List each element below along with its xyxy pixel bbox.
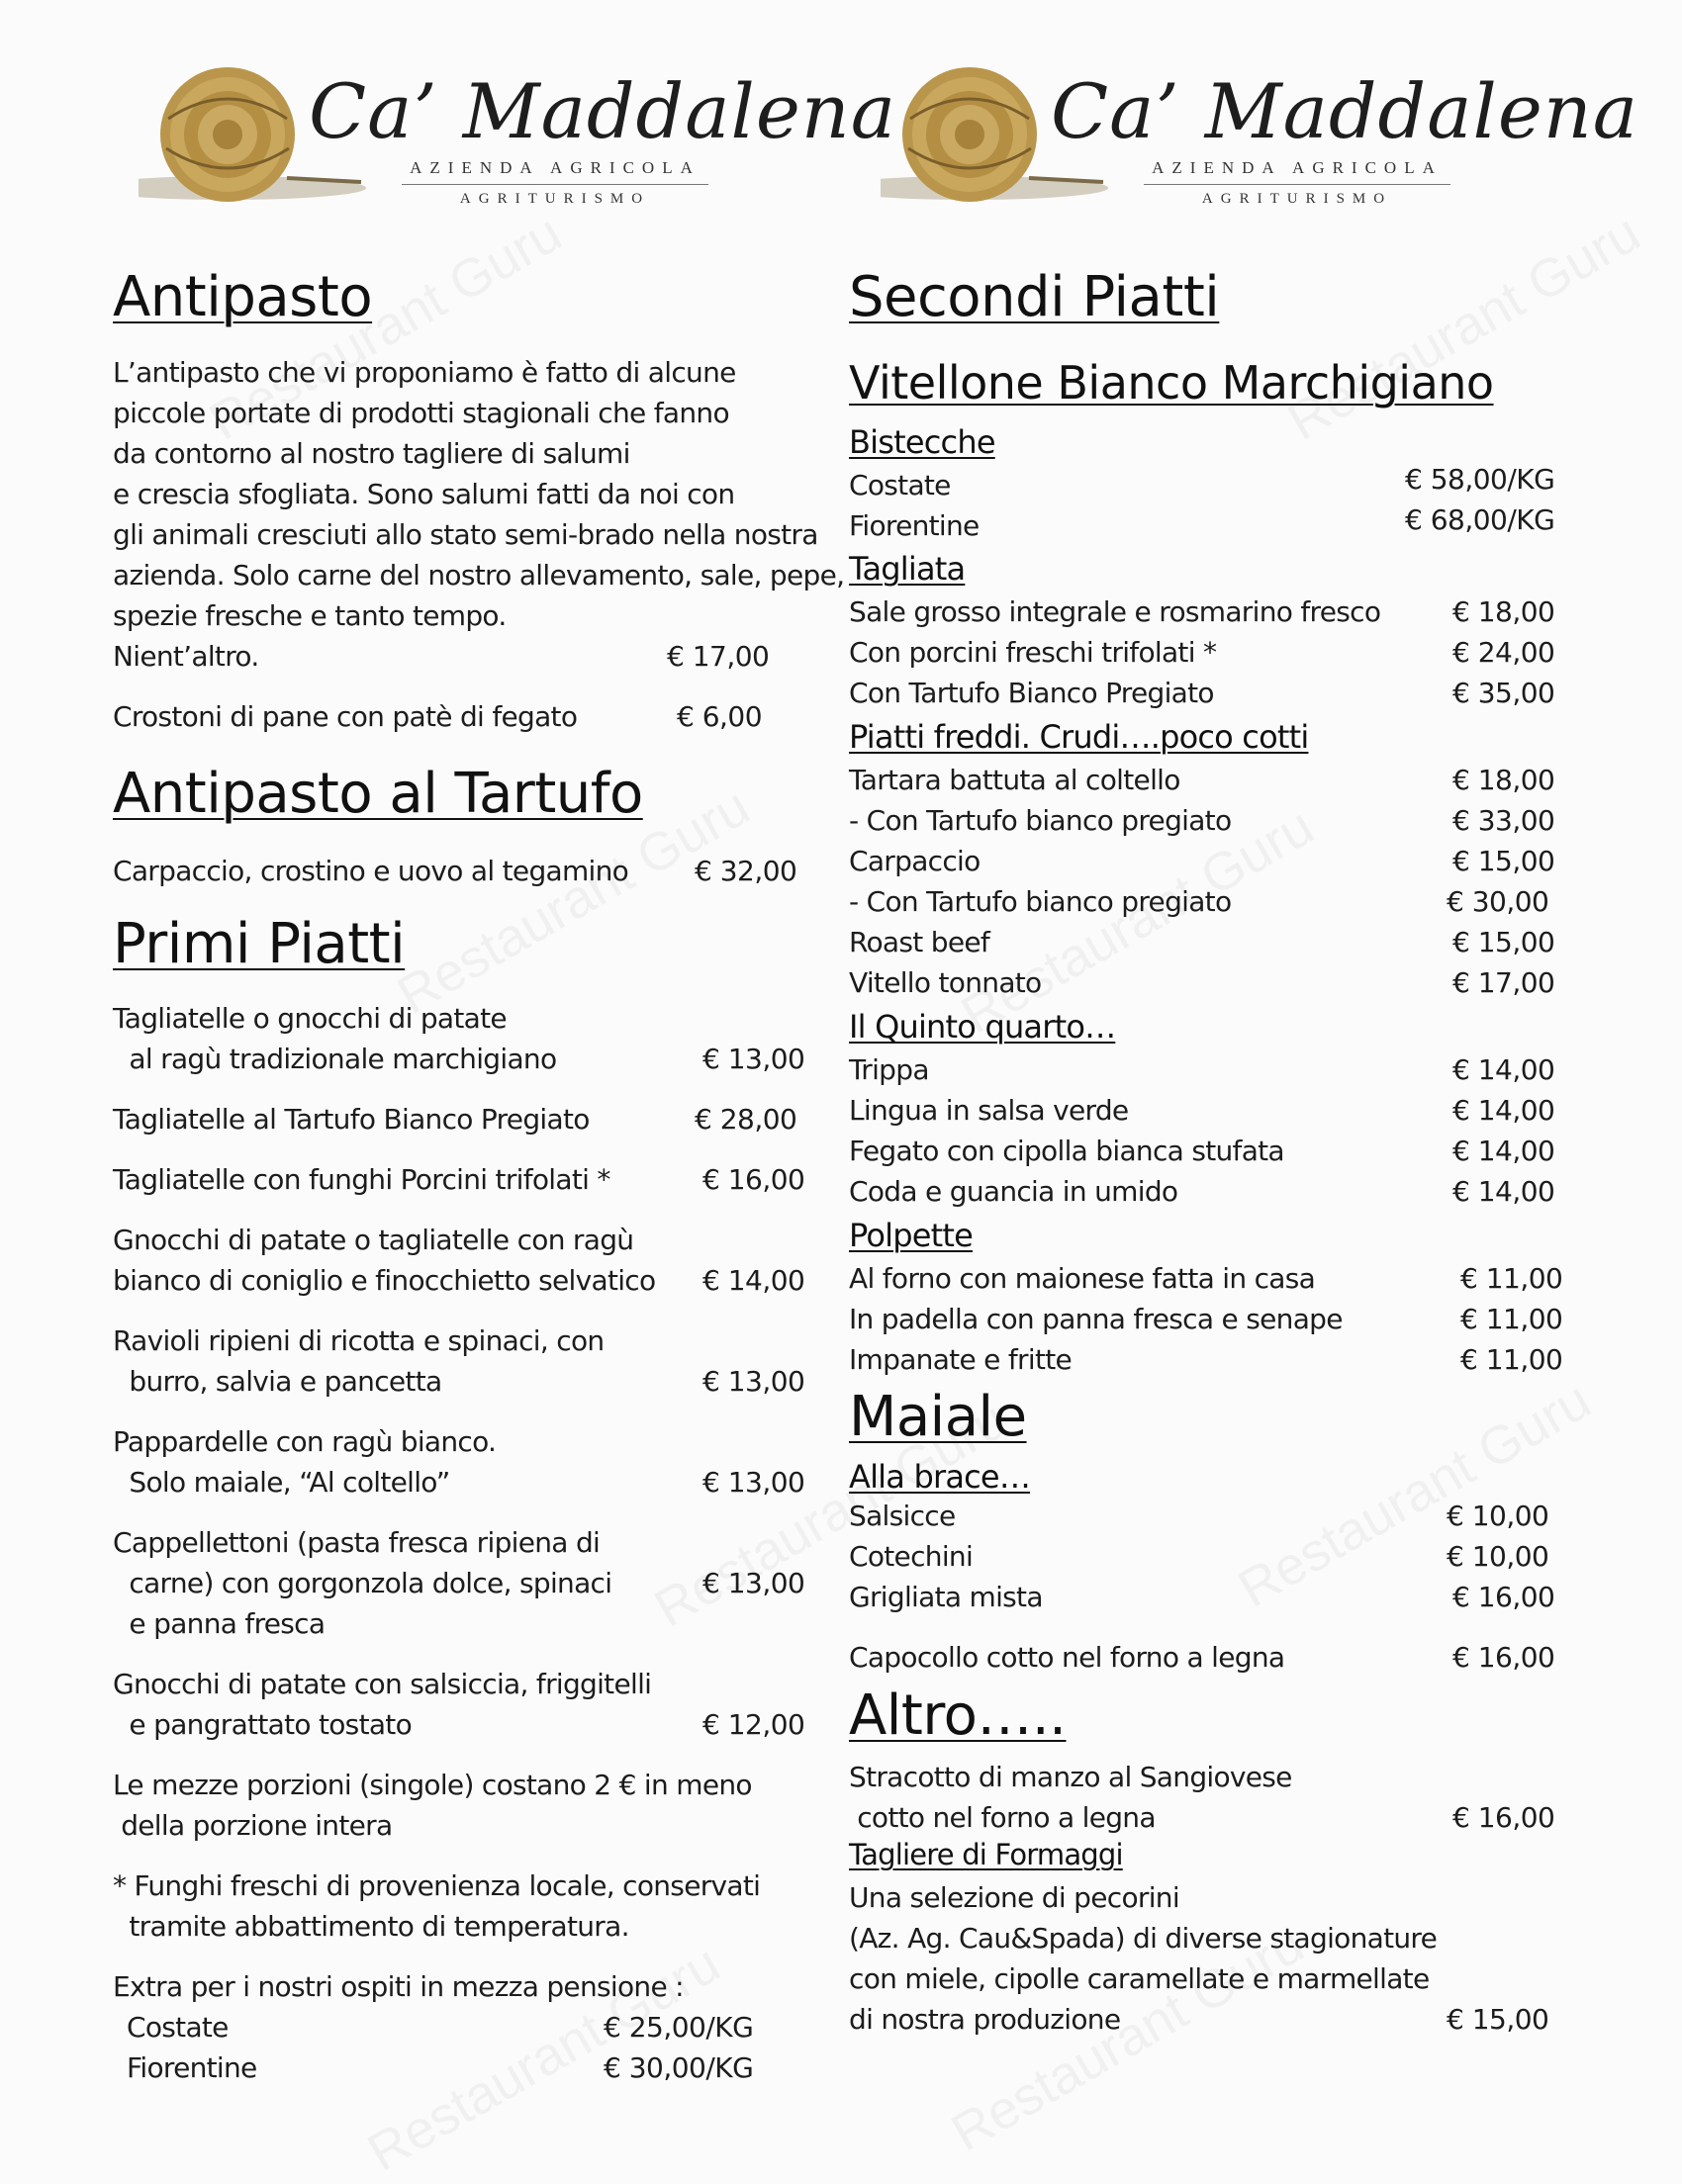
section-title-altro: Altro….. (849, 1684, 1067, 1748)
category-title-quinto-quarto: Il Quinto quarto… (849, 1008, 1116, 1046)
item-name: Con Tartufo Bianco Pregiato (849, 677, 1214, 709)
category-title-formaggi: Tagliere di Formaggi (849, 1838, 1123, 1871)
item-line: Tagliatelle al Tartufo Bianco Pregiato (113, 1103, 590, 1136)
item-name: Crostoni di pane con patè di fegato (113, 700, 578, 733)
category-title-alla-brace: Alla brace… (849, 1458, 1031, 1496)
item-price: € 11,00 (1460, 1262, 1563, 1295)
item-line: Gnocchi di patate o tagliatelle con ragù (113, 1224, 634, 1256)
item-name: In padella con panna fresca e senape (849, 1303, 1343, 1335)
item-price: € 14,00 (1452, 1135, 1555, 1167)
item-name: Fiorentine (127, 2051, 257, 2084)
brand-name: Ca’ Maddalena (309, 67, 897, 155)
item-line: Pappardelle con ragù bianco. (113, 1425, 497, 1458)
item-price: € 28,00 (695, 1103, 797, 1136)
section-title-primi: Primi Piatti (113, 912, 406, 976)
description-line: gli animali cresciuti allo stato semi-brado nella nostra (113, 518, 818, 551)
item-line: con miele, cipolle caramellate e marmellate (849, 1962, 1430, 1995)
note-line: tramite abbattimento di temperatura. (113, 1910, 629, 1943)
item-price: € 16,00 (1452, 1801, 1555, 1834)
item-price: € 13,00 (702, 1043, 805, 1075)
item-line: carne) con gorgonzola dolce, spinaci (113, 1567, 612, 1599)
category-title-crudi: Piatti freddi. Crudi….poco cotti (849, 718, 1309, 756)
item-name: Roast beef (849, 926, 990, 958)
item-line: Una selezione di pecorini (849, 1881, 1179, 1914)
item-name: Carpaccio (849, 845, 981, 877)
item-line: e pangrattato tostato (113, 1708, 413, 1741)
item-name: Capocollo cotto nel forno a legna (849, 1641, 1285, 1674)
description-line: spezie fresche e tanto tempo. (113, 599, 507, 632)
item-name: Lingua in salsa verde (849, 1094, 1129, 1127)
item-name: - Con Tartufo bianco pregiato (849, 804, 1232, 837)
item-price: € 16,00 (702, 1163, 805, 1196)
item-price: € 14,00 (1452, 1175, 1555, 1208)
item-line: di nostra produzione (849, 2003, 1121, 2036)
item-price: € 15,00 (1452, 926, 1555, 958)
item-line: burro, salvia e pancetta (113, 1365, 442, 1398)
brand-logo (139, 59, 897, 218)
description-line: e crescia sfogliata. Sono salumi fatti da noi con (113, 478, 735, 510)
item-price: € 13,00 (702, 1567, 805, 1599)
item-price: € 30,00 (1447, 885, 1549, 918)
item-name: Trippa (849, 1053, 929, 1086)
item-price: € 17,00 (667, 640, 770, 673)
item-line: Solo maiale, “Al coltello” (113, 1466, 450, 1499)
section-title-secondi: Secondi Piatti (849, 265, 1220, 329)
description-line: piccole portate di prodotti stagionali che fanno (113, 397, 729, 429)
item-name: Sale grosso integrale e rosmarino fresco (849, 595, 1381, 628)
item-price: € 16,00 (1452, 1581, 1555, 1613)
section-title-maiale: Maiale (849, 1385, 1027, 1449)
item-price: € 6,00 (677, 700, 763, 733)
item-price: € 18,00 (1452, 764, 1555, 796)
item-price: € 58,00/KG (1405, 463, 1555, 496)
brand-logo (881, 59, 1639, 218)
item-line: cotto nel forno a legna (849, 1801, 1156, 1834)
item-line: Cappellettoni (pasta fresca ripiena di (113, 1526, 601, 1559)
item-name: Impanate e fritte (849, 1343, 1073, 1376)
item-name: Al forno con maionese fatta in casa (849, 1262, 1316, 1295)
brand-divider (402, 184, 708, 185)
item-price: € 10,00 (1447, 1500, 1549, 1532)
item-price: € 15,00 (1452, 845, 1555, 877)
item-name: Salsicce (849, 1500, 956, 1532)
item-name: Tartara battuta al coltello (849, 764, 1180, 796)
item-name: Fiorentine (849, 509, 980, 542)
item-name: Costate (849, 469, 951, 501)
section-title-antipasto: Antipasto (113, 265, 373, 329)
note-line: Le mezze porzioni (singole) costano 2 € in meno (113, 1769, 752, 1801)
item-name: Vitello tonnato (849, 966, 1042, 999)
brand-tagline-azienda: AZIENDA AGRICOLA (410, 158, 701, 177)
section-title-antipasto-tartufo: Antipasto al Tartufo (113, 762, 643, 826)
note-line: * Funghi freschi di provenienza locale, conservati (113, 1869, 761, 1902)
item-price: € 18,00 (1452, 595, 1555, 628)
item-name: Costate (127, 2011, 229, 2044)
item-price: € 17,00 (1452, 966, 1555, 999)
item-line: Stracotto di manzo al Sangiovese (849, 1761, 1292, 1793)
item-line: bianco di coniglio e finocchietto selvatico (113, 1264, 656, 1297)
item-price: € 16,00 (1452, 1641, 1555, 1674)
item-price: € 11,00 (1460, 1343, 1563, 1376)
brand-divider (1144, 184, 1450, 185)
item-line: Ravioli ripieni di ricotta e spinaci, con (113, 1324, 605, 1357)
item-line: Tagliatelle con funghi Porcini trifolati * (113, 1163, 610, 1196)
item-price: € 30,00/KG (604, 2051, 754, 2084)
item-line: (Az. Ag. Cau&Spada) di diverse stagionature (849, 1922, 1438, 1955)
brand-name: Ca’ Maddalena (1051, 67, 1639, 155)
item-price: € 14,00 (1452, 1094, 1555, 1127)
item-line: Tagliatelle o gnocchi di patate (113, 1002, 507, 1035)
item-line: al ragù tradizionale marchigiano (113, 1043, 557, 1075)
item-price: € 24,00 (1452, 636, 1555, 669)
item-price: € 12,00 (702, 1708, 805, 1741)
item-price: € 14,00 (1452, 1053, 1555, 1086)
item-name: Fegato con cipolla bianca stufata (849, 1135, 1284, 1167)
item-price: € 32,00 (695, 855, 797, 887)
item-price: € 10,00 (1447, 1540, 1549, 1573)
item-name: Cotechini (849, 1540, 974, 1573)
item-price: € 68,00/KG (1405, 503, 1555, 536)
item-price: € 15,00 (1447, 2003, 1549, 2036)
description-line: da contorno al nostro tagliere di salumi (113, 437, 630, 470)
item-name: - Con Tartufo bianco pregiato (849, 885, 1232, 918)
category-title-polpette: Polpette (849, 1217, 974, 1254)
item-name: Carpaccio, crostino e uovo al tegamino (113, 855, 629, 887)
subsection-title-vitellone: Vitellone Bianco Marchigiano (849, 356, 1494, 410)
brand-tagline-agriturismo: AGRITURISMO (459, 191, 651, 207)
item-price: € 13,00 (702, 1365, 805, 1398)
brand-tagline-azienda: AZIENDA AGRICOLA (1152, 158, 1443, 177)
extra-title: Extra per i nostri ospiti in mezza pensione : (113, 1970, 684, 2003)
item-line: e panna fresca (113, 1607, 326, 1640)
item-name: Con porcini freschi trifolati * (849, 636, 1217, 669)
description-line: L’antipasto che vi proponiamo è fatto di alcune (113, 356, 736, 389)
item-price: € 33,00 (1452, 804, 1555, 837)
item-price: € 13,00 (702, 1466, 805, 1499)
category-title-tagliata: Tagliata (849, 550, 966, 588)
item-name: Nient’altro. (113, 640, 259, 673)
item-price: € 14,00 (702, 1264, 805, 1297)
item-line: Gnocchi di patate con salsiccia, friggitelli (113, 1668, 652, 1700)
item-name: Coda e guancia in umido (849, 1175, 1178, 1208)
note-line: della porzione intera (113, 1809, 393, 1842)
item-name: Grigliata mista (849, 1581, 1043, 1613)
item-price: € 25,00/KG (604, 2011, 754, 2044)
category-title-bistecche: Bistecche (849, 423, 995, 461)
brand-tagline-agriturismo: AGRITURISMO (1201, 191, 1393, 207)
description-line: azienda. Solo carne del nostro allevamento, sale, pepe, (113, 559, 845, 592)
item-price: € 11,00 (1460, 1303, 1563, 1335)
item-price: € 35,00 (1452, 677, 1555, 709)
watermark (1277, 202, 1650, 452)
